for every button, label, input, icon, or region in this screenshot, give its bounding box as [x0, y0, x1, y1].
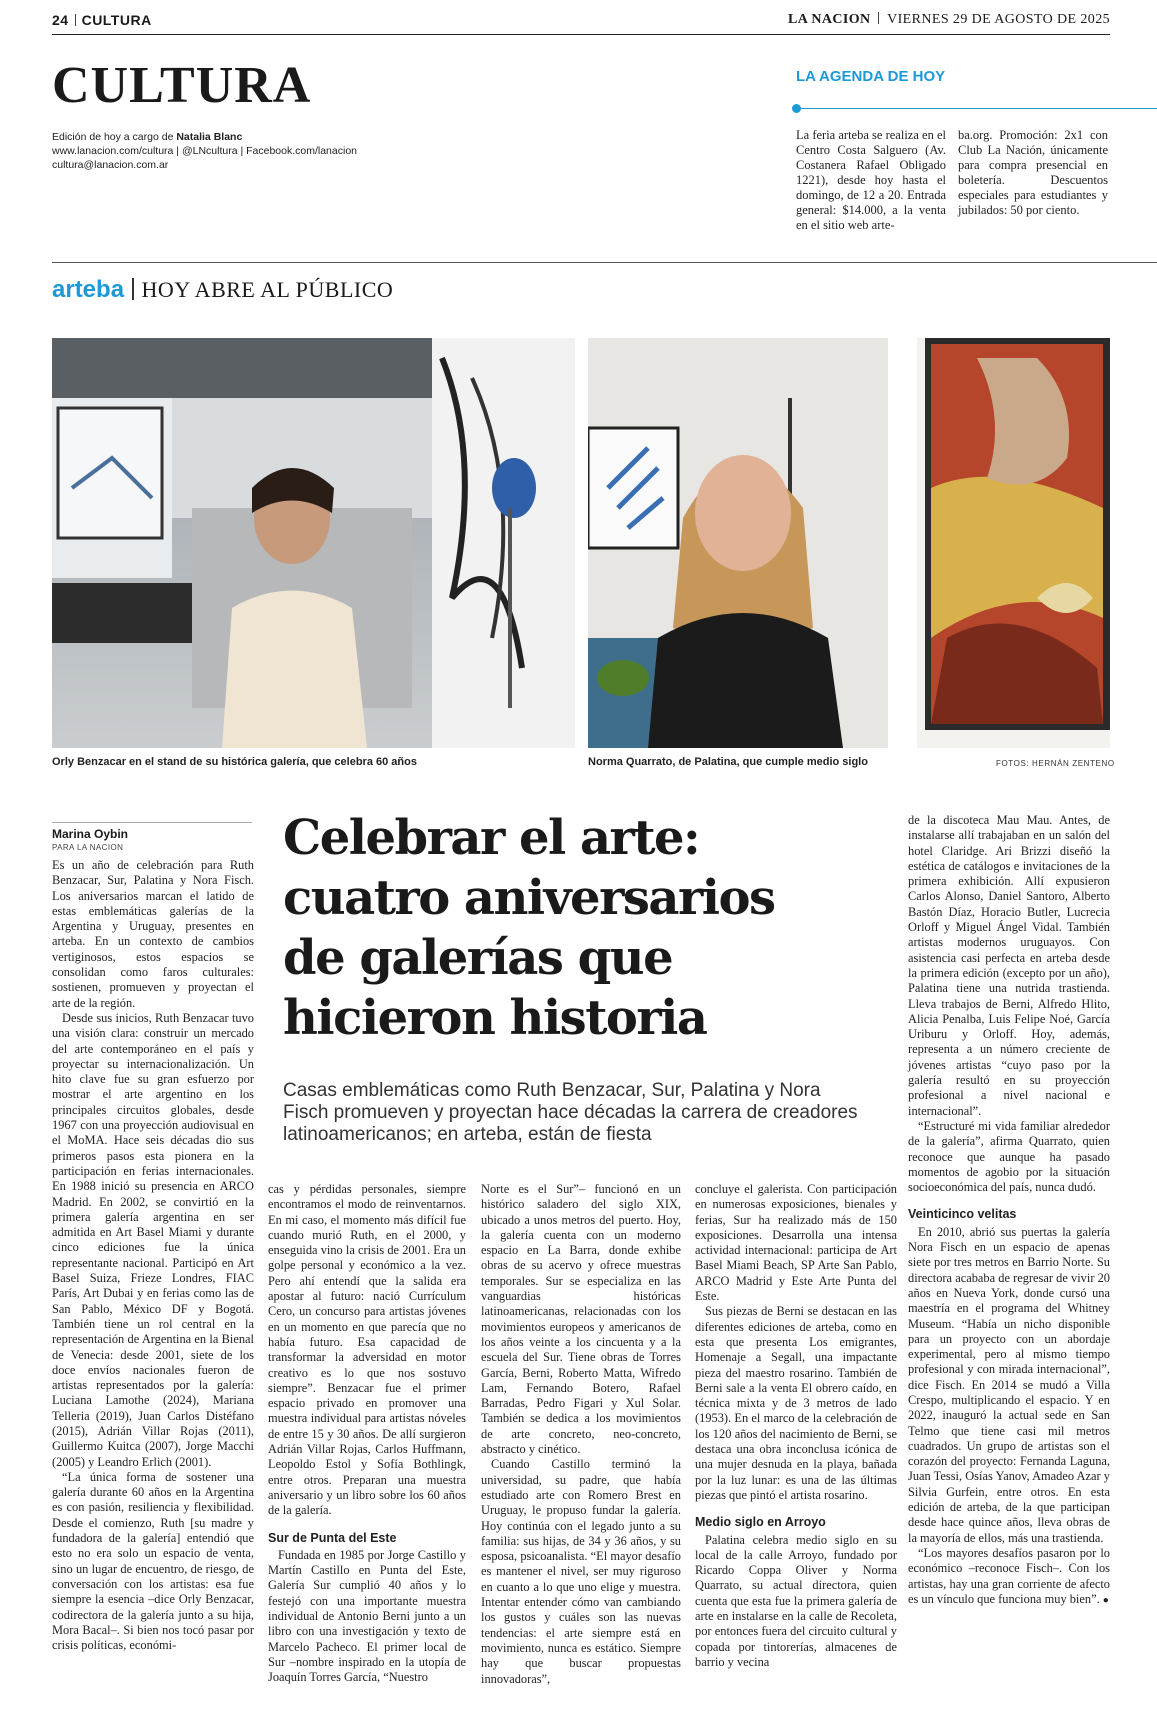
section-credits [52, 130, 357, 172]
author-role: PARA LA NACION [52, 843, 124, 852]
section-label: CULTURA [81, 12, 152, 28]
photo-artwork [917, 338, 1110, 748]
section-rule [52, 262, 1157, 263]
subheading-velitas: Veinticinco velitas [908, 1207, 1017, 1222]
issue-date: VIERNES 29 DE AGOSTO DE 2025 [887, 12, 1110, 27]
paragraph: Palatina celebra medio siglo en su local de la calle Arroyo, fundado por Ricardo Coppa Oliver y Norma Quarrato, su actual directora, quien cuenta que esta fue la primera galería de arte en instalarse en la calle de Recoleta, por entonces fuera del circuito cultural y copada por tintorerías, almacenes de barrio y vecina [695, 1532, 897, 1669]
agenda-column-2: ba.org. Promoción: 2x1 con Club La Nación, únicamente para compra presencial en boletería. Descuentos especiales para estudiantes y jubilados: 50 por ciento. [958, 128, 1108, 217]
agenda-column-1: La feria arteba se realiza en el Centro Costa Salguero (Av. Costanera Rafael Obligado 1221), desde hoy hasta el domingo, de 12 a 20. Entrada general: $14.000, a la venta en el sitio web arte- [796, 128, 946, 232]
photo-credit: FOTOS: HERNÁN ZENTENO [996, 759, 1115, 768]
paragraph: concluye el galerista. Con participación en numerosas exposiciones, bienales y ferias, Sur ha realizado más de 150 exposiciones. Desarrolla una intensa actividad internacional: participa de Art Basel Miami Beach, SP Arte San Pablo, ARCO Madrid y Este Arte Punta del Este. [695, 1182, 897, 1304]
photo-orly-benzacar-image [52, 338, 575, 748]
agenda-rule [796, 108, 1157, 109]
photo-artwork-image [917, 338, 1110, 748]
newspaper-name: LA NACION [787, 12, 871, 27]
paragraph: En 2010, abrió sus puertas la galería Nora Fisch en un espacio de apenas siete por tres metros en Barrio Norte. Su directora acababa de regresar de vivir 20 años en Nueva York, donde cursó una maestría en el programa del Whitney Museum. “Había un nicho disponible para un proyecto con un abordaje experimental, pero al mismo tiempo profesional y con mirada internacional”, dice Fisch. En 2014 se mudó a Villa Crespo, multiplicando el espacio. Y en 2022, inauguró la actual sede en San Telmo que tiene casi mil metros cuadrados. Un grupo de artistas son el corazón del proyecto: Fernanda Laguna, Juan Tessi, Osías Yanov, Amadeo Azar y Silvia Gurfein, entre otros. En esta edición de arteba, de la que participan desde hace quince años, lleva obras de la mayoría de ellos, más una trastienda. [908, 1224, 1110, 1545]
subheading-arroyo: Medio siglo en Arroyo [695, 1515, 826, 1530]
paragraph [908, 1546, 1110, 1608]
subheading-sur: Sur de Punta del Este [268, 1530, 397, 1545]
masthead-divider [878, 12, 879, 24]
article-column-5 [908, 813, 1110, 1608]
paragraph: Sus piezas de Berni se destacan en las diferentes ediciones de arteba, como en esta que presenta Los emigrantes, Homenaje a Segall, una impactante pieza del maestro rosarino. También de Berni sale a la venta El obrero caído, en técnica mixta y de 3 metros de lado (1953). En el marco de la celebración de los 120 años del nacimiento de Berni, se destaca una obra inconclusa icónica de una mujer desnuda en la playa, bañada por la luz lunar: es una de las últimas piezas que pintó el artista rosarino. [695, 1304, 897, 1502]
kicker-text: HOY ABRE AL PÚBLICO [141, 277, 394, 302]
photo-orly-benzacar [52, 338, 575, 748]
paragraph: Fundada en 1985 por Jorge Castillo y Martín Castillo en Punta del Este, Galería Sur cumplió 40 años y lo festejó con una importante muestra individual de Antonio Berni junto a un libro con una investigación y texto de Marcelo Pacheco. El primer local de Sur –nombre inspirado en la utopía de Joaquín Torres García, “Nuestro [268, 1547, 466, 1685]
article-headline: Celebrar el arte: cuatro aniversarios de galerías que hicieron historia [283, 810, 775, 1046]
section-title: CULTURA [52, 57, 312, 114]
paragraph: Es un año de celebración para Ruth Benzacar, Sur, Palatina y Nora Fisch. Los aniversarios marcan el latido de estas emblemáticas galerías de la Argentina y Uruguay, presentes en arteba. En un contexto de cambios vertiginosos, estos espacios se consolidan como faros culturales: sostienen, promueven y proyectan el arte de la región. [52, 858, 254, 1010]
paragraph: de la discoteca Mau Mau. Antes, de instalarse allí trabajaban en un salón del hotel Claridge. Ari Brizzi diseñó la estética de catálogos e invitaciones de la primera exhibición. Allí expusieron Carlos Alonso, Daniel Santoro, Alberto Bastón Díaz, Horacio Butler, Lucrecia Orloff y Miguel Ángel Vidal. También artistas modernos uruguayos. Con asistencia casi perfecta en arteba desde la primera edición (excepto por un año), Palatina tiene una nutrida trastienda. Lleva trabajos de Berni, Alfredo Hlito, Alicia Penalba, Luis Felipe Noé, García Uriburu y Orloff. Hoy, además, representa a un número creciente de jóvenes artistas “cuyo paso por la galería resultó en su proyección profesional a nivel nacional e internacional”. [908, 813, 1110, 1118]
paragraph: Norte es el Sur”– funcionó en un histórico saladero del siglo XIX, ubicado a unos metros del puerto. Hoy, la galería cuenta con un moderno espacio en La Barra, donde exhibe obras de su acervo y ofrece muestras temporales. Sur se especializa en las vanguardias históricas latinoamericanas, relacionadas con los movimientos europeos y americanos de los años veinte a los cincuenta y a la escuela del Sur. Tiene obras de Torres García, Berni, Roberto Matta, Wifredo Lam, Fernando Botero, Rafael Barradas, Pedro Figari y Xul Solar. También se dedica a los movimientos de arte concreto, neo-concreto, abstracto y cinético. [481, 1182, 681, 1457]
agenda-dot-icon [792, 104, 801, 113]
article-column-3 [481, 1182, 681, 1687]
credits-links: www.lanacion.com/cultura | @LNcultura | Facebook.com/lanacion [52, 145, 358, 157]
photo-norma-quarrato [588, 338, 888, 748]
paragraph: “Estructuré mi vida familiar alrededor de la galería”, afirma Quarrato, quien reconoce que aunque ha pasado momentos de agobio por la situación socioeconómica del país, nunca dudó. [908, 1118, 1110, 1195]
kicker [52, 276, 393, 304]
paragraph: Cuando Castillo terminó la universidad, su padre, que había estudiado arte con Romero Brest en Uruguay, le propuso fundar la galería. Hoy continúa con el legado junto a su familia: sus hijas, de 34 y 36 años, y su esposa, psicoanalista. “El mayor desafío es mantener el nivel, ser muy riguroso en cuanto a lo que uno elige y muestra. Intentar entender cómo van cambiando los gustos y cuáles son las nuevas tendencias: el arte siempre está en movimiento, nunca es estático. Siempre hay que buscar propuestas innovadoras”, [481, 1457, 681, 1686]
paragraph: Desde sus inicios, Ruth Benzacar tuvo una visión clara: construir un mercado del arte contemporáneo en el país y proyectar su internacionalización. Un hito clave fue su gran esfuerzo por mostrar el arte argentino en los principales circuitos globales, desde 1967 con una proyección audiovisual en el MoMA. Hace seis décadas dio sus primeros pasos esta pionera en la participación en ferias internacionales. En 1988 inició su presencia en ARCO Madrid. En 2002, se convirtió en la primera galería argentina en ser admitida en Art Basel Miami y durante cinco ediciones fue la única representante nacional. Participó en Art Basel Suiza, Frieze Londres, FIAC París, Art Dubai y en ferias como las de San Pablo, México DF y Bogotá. También tiene un rol central en la representación de Argentina en la Bienal de Venecia: desde 2001, siete de los doce envíos nacionales fueron de artistas representados por la galería: Luciana Lamothe (2024), Mariana Telleria (2019), Juan Carlos Distéfano (2015), Adrián Villar Rojas (2011), Guillermo Kuitca (2007), Jorge Macchi (2005) y Leandro Erlich (2001). [52, 1010, 254, 1469]
kicker-tag: arteba [52, 276, 125, 303]
paragraph-text: “Los mayores desafíos pasaron por lo económico –reconoce Fisch–. Con los artistas, hay una gran corriente de afecto es un vínculo que funciona muy bien”. [908, 1545, 1110, 1606]
page-header [52, 12, 1110, 35]
folio [52, 12, 152, 28]
credits-email: cultura@lanacion.com.ar [52, 159, 169, 171]
page-number: 24 [52, 12, 69, 28]
end-mark-icon: ● [1102, 1594, 1109, 1606]
photo-caption-2: Norma Quarrato, de Palatina, que cumple medio siglo [588, 756, 868, 768]
photo-norma-quarrato-image [588, 338, 888, 748]
article-column-1 [52, 858, 254, 1653]
paragraph: cas y pérdidas personales, siempre encontramos el modo de reinventarnos. En mi caso, el momento más difícil fue cuando murió Ruth, en el 2000, y enseguida vino la crisis de 2001. Era un golpe personal y económico a la vez. Pero ahí entendí que la salida era apostar al futuro: nació Currículum Cero, un concurso para artistas jóvenes en un momento en que parecía que no había futuro. Esa capacidad de transformar la adversidad en motor creativo es lo que nos sostuvo siempre”. Benzacar fue el primer espacio privado en promover una muestra individual para artistas nóveles de entre 15 y 30 años. De allí surgieron Adrián Villar Rojas, Carlos Huffmann, Leopoldo Estol y Sofía Bothlingk, entre otros. Preparan una muestra aniversario y un libro sobre los 60 años de la galería. [268, 1182, 466, 1518]
paragraph: “La única forma de sostener una galería durante 60 años en la Argentina es con pasión, resiliencia y flexibilidad. Desde el comienzo, Ruth [su madre y fundadora de la galería] entendió que esto no era solo un espacio de venta, sino un lugar de encuentro, de riesgo, de conversación con los artistas: esa fue siempre la esencia –dice Orly Benzacar, codirectora de la galería junto a su hija, Mora Bacal–. Si bien nos tocó pasar por crisis políticas, económi- [52, 1469, 254, 1653]
article-column-4 [695, 1182, 897, 1670]
photo-caption-1: Orly Benzacar en el stand de su histórica galería, que celebra 60 años [52, 756, 417, 768]
author-name: Marina Oybin [52, 827, 129, 841]
credits-prefix: Edición de hoy a cargo de [52, 131, 177, 143]
kicker-divider [132, 278, 134, 300]
agenda-title: LA AGENDA DE HOY [796, 68, 946, 85]
byline [52, 822, 252, 852]
masthead [788, 12, 1110, 28]
folio-divider [75, 14, 76, 26]
credits-editor: Natalia Blanc [176, 131, 243, 143]
article-subhead: Casas emblemáticas como Ruth Benzacar, Sur, Palatina y Nora Fisch promueven y proyectan hace décadas la carrera de creadores latinoamericanos; en arteba, están de fiesta [283, 1080, 858, 1145]
article-column-2 [268, 1182, 466, 1686]
